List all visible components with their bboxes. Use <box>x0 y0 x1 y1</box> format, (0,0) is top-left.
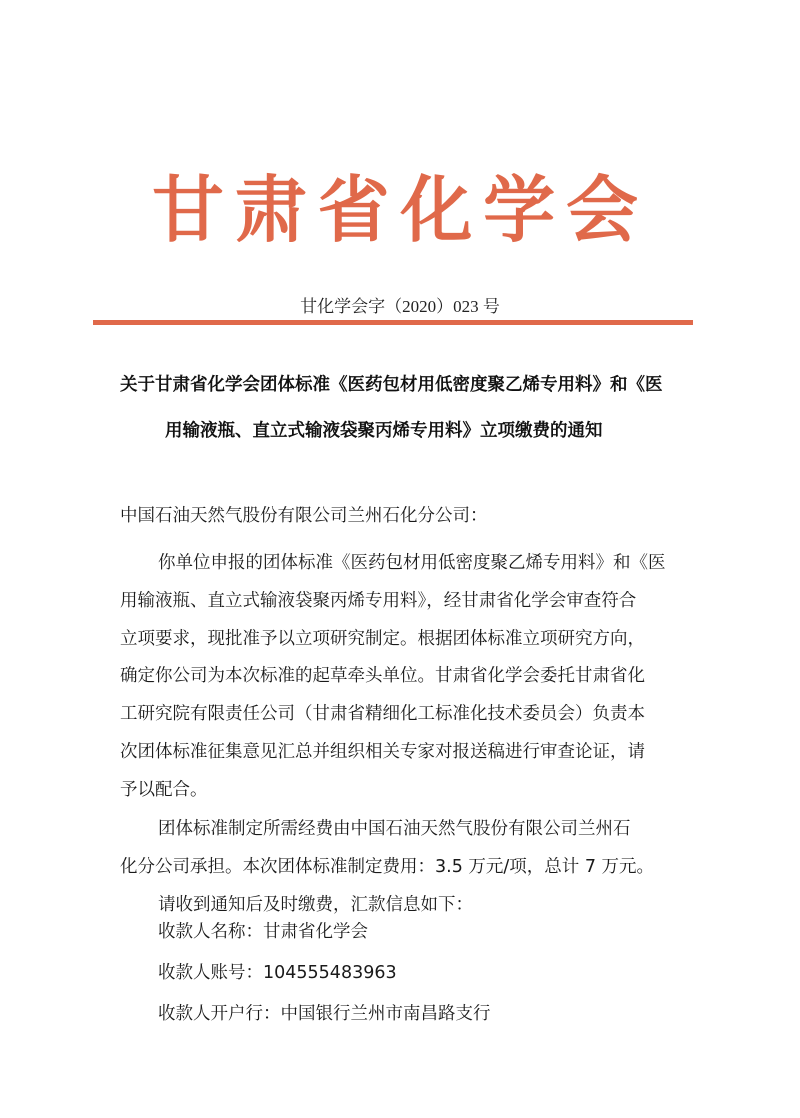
paragraph-1-line: 用输液瓶、直立式输液袋聚丙烯专用料》，经甘肃省化学会审查符合 <box>120 591 637 611</box>
paragraph-2-line: 化分公司承担。本次团体标准制定费用：3.5 万元/项，总计 7 万元。 <box>120 857 655 877</box>
document-number: 甘化学会字（2020）023 号 <box>300 297 500 316</box>
payee-account: 收款人账号：104555483963 <box>158 963 397 983</box>
masthead-char: 会 <box>565 167 638 252</box>
red-divider <box>93 320 693 325</box>
masthead-char: 省 <box>317 167 390 252</box>
masthead-char: 甘 <box>151 167 224 252</box>
paragraph-1-line: 立项要求，现批准予以立项研究制定。根据团体标准立项研究方向， <box>120 629 645 649</box>
paragraph-1-line: 确定你公司为本次标准的起草牵头单位。甘肃省化学会委托甘肃省化 <box>120 666 645 686</box>
paragraph-1-line: 次团体标准征集意见汇总并组织相关专家对报送稿进行审查论证，请 <box>120 742 645 762</box>
paragraph-1-line: 工研究院有限责任公司（甘肃省精细化工标准化技术委员会）负责本 <box>120 704 645 724</box>
notice-title-line-2: 用输液瓶、直立式输液袋聚丙烯专用料》立项缴费的通知 <box>165 421 603 441</box>
masthead-char: 学 <box>483 167 556 252</box>
payee-name: 收款人名称：甘肃省化学会 <box>158 922 368 942</box>
masthead-char: 肃 <box>234 167 307 252</box>
paragraph-3: 请收到通知后及时缴费，汇款信息如下： <box>158 895 473 915</box>
paragraph-1-line: 你单位申报的团体标准《医药包材用低密度聚乙烯专用料》和《医 <box>158 553 666 573</box>
payee-bank: 收款人开户行：中国银行兰州市南昌路支行 <box>158 1004 491 1024</box>
masthead-char: 化 <box>400 167 473 252</box>
masthead-title <box>150 165 640 255</box>
salutation: 中国石油天然气股份有限公司兰州石化分公司： <box>120 506 488 526</box>
paragraph-1-line: 予以配合。 <box>120 780 208 800</box>
notice-title-line-1: 关于甘肃省化学会团体标准《医药包材用低密度聚乙烯专用料》和《医 <box>120 375 663 395</box>
paragraph-2-line: 团体标准制定所需经费由中国石油天然气股份有限公司兰州石 <box>158 819 631 839</box>
